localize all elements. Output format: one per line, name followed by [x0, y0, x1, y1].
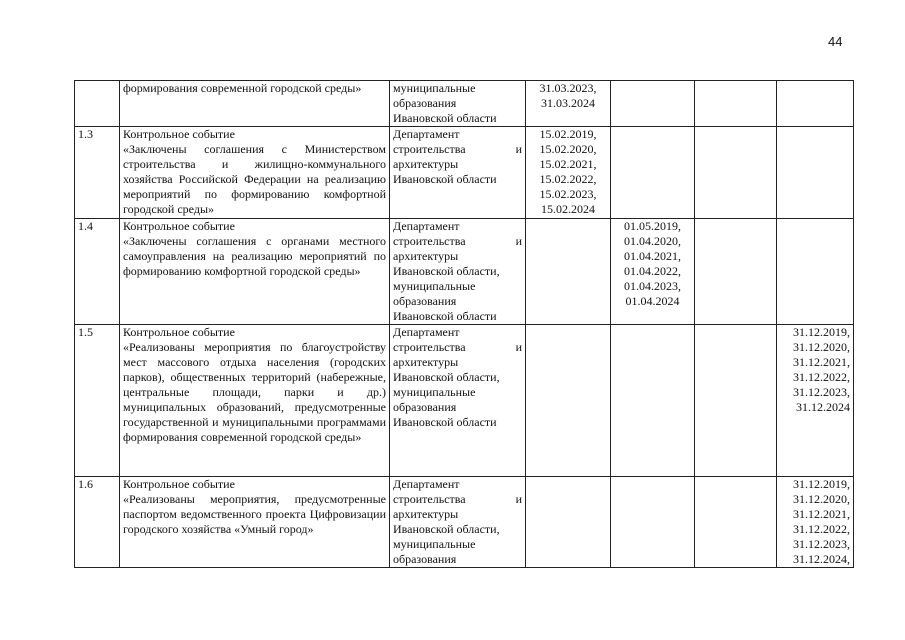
date-cell [695, 219, 777, 325]
row-number [75, 81, 120, 127]
responsible-cell: Департамент строительства и архитектуры Ивановской области, муниципальные образования Ивановской области [390, 325, 526, 477]
row-number: 1.5 [75, 325, 120, 477]
table-row [75, 325, 854, 477]
row-number: 1.3 [75, 127, 120, 219]
event-name: Контрольное событие «Заключены соглашения с Министерством строительства и жилищно-коммунального хозяйства Российской Федерации на реализацию мероприятий по формированию комфортной городской среды» [120, 127, 390, 219]
row-number: 1.6 [75, 477, 120, 568]
date-cell: 31.12.2019, 31.12.2020, 31.12.2021, 31.12.2022, 31.12.2023, 31.12.2024 [777, 325, 854, 477]
date-cell [611, 127, 695, 219]
date-cell [526, 325, 611, 477]
date-cell [695, 477, 777, 568]
date-cell [611, 477, 695, 568]
responsible-cell: Департамент строительства и архитектуры Ивановской области, муниципальные образования Ивановской области [390, 219, 526, 325]
responsible-cell: муниципальные образования Ивановской области [390, 81, 526, 127]
date-cell [777, 219, 854, 325]
date-cell: 31.03.2023, 31.03.2024 [526, 81, 611, 127]
event-name: Контрольное событие «Реализованы мероприятия по благоустройству мест массового отдыха населения (городских парков), общественных территорий (набережные, центральные площади, парки и др.) муниципальных образований, предусмотренные государственной и муниципальными программами формирования современной городской среды» [120, 325, 390, 477]
responsible-cell: Департамент строительства и архитектуры Ивановской области, муниципальные образования [390, 477, 526, 568]
date-cell [695, 127, 777, 219]
date-cell [777, 127, 854, 219]
responsible-cell: Департамент строительства и архитектуры Ивановской области [390, 127, 526, 219]
row-number: 1.4 [75, 219, 120, 325]
event-name: формирования современной городской среды» [120, 81, 390, 127]
date-cell [695, 325, 777, 477]
plan-table [74, 80, 854, 568]
table-row [75, 127, 854, 219]
date-cell [777, 81, 854, 127]
date-cell [695, 81, 777, 127]
date-cell [611, 81, 695, 127]
date-cell [526, 219, 611, 325]
date-cell [611, 325, 695, 477]
date-cell [526, 477, 611, 568]
table-row [75, 81, 854, 127]
event-name: Контрольное событие «Заключены соглашения с органами местного самоуправления на реализацию мероприятий по формированию комфортной городской среды» [120, 219, 390, 325]
table-row [75, 219, 854, 325]
date-cell: 31.12.2019, 31.12.2020, 31.12.2021, 31.12.2022, 31.12.2023, 31.12.2024, [777, 477, 854, 568]
date-cell: 15.02.2019, 15.02.2020, 15.02.2021, 15.02.2022, 15.02.2023, 15.02.2024 [526, 127, 611, 219]
table-row [75, 477, 854, 568]
date-cell: 01.05.2019, 01.04.2020, 01.04.2021, 01.04.2022, 01.04.2023, 01.04.2024 [611, 219, 695, 325]
event-name: Контрольное событие «Реализованы мероприятия, предусмотренные паспортом ведомственного проекта Цифровизации городского хозяйства «Умный город» [120, 477, 390, 568]
page-number: 44 [828, 34, 843, 49]
